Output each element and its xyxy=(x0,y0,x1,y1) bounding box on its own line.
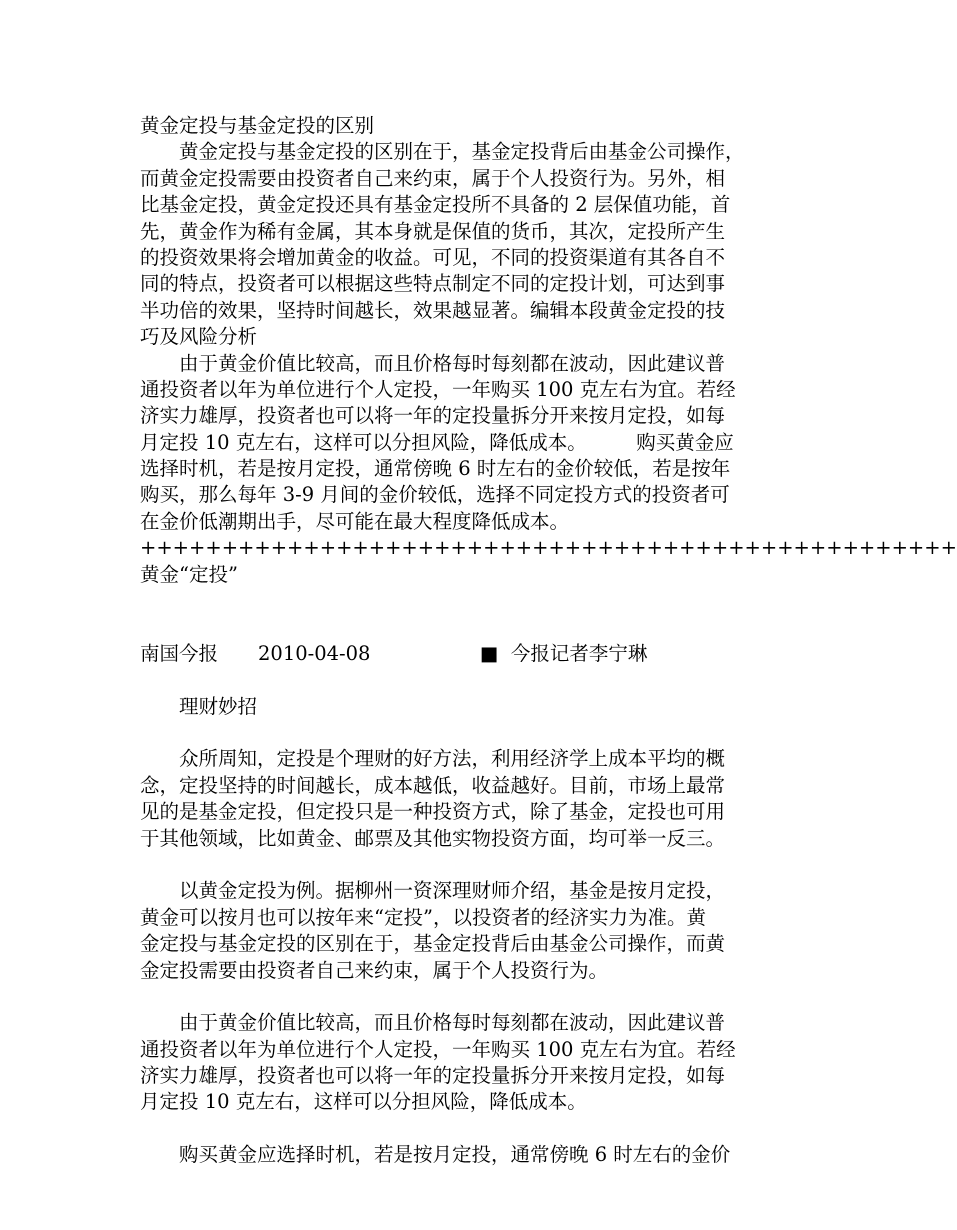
paragraph-line: 黄金定投与基金定投的区别在于，基金定投背后由基金公司操作， xyxy=(179,140,745,164)
paragraph-line: 在金价低潮期出手，尽可能在最大程度降低成本。 xyxy=(140,509,570,533)
paragraph-line: 同的特点，投资者可以根据这些特点制定不同的定投计划，可达到事 xyxy=(140,272,726,296)
reporter-name: ■ 今报记者李宁琳 xyxy=(480,641,648,665)
paragraph-line: 而黄金定投需要由投资者自己来约束，属于个人投资行为。另外，相 xyxy=(140,166,726,190)
paragraph-line: 黄金可以按月也可以按年来“定投”，以投资者的经济实力为准。黄 xyxy=(140,905,706,929)
blank-line xyxy=(140,852,805,878)
document-page xyxy=(140,113,957,1169)
subhead: 理财妙招 xyxy=(179,694,258,718)
byline xyxy=(140,641,805,667)
paragraph-line: 见的是基金定投，但定投只是一种投资方式，除了基金，定投也可用 xyxy=(140,800,726,824)
paragraph-line: 通投资者以年为单位进行个人定投，一年购买 100 克左右为宜。若经 xyxy=(140,377,736,401)
article-paragraph-1 xyxy=(140,746,805,852)
paragraph-line: 先，黄金作为稀有金属，其本身就是保值的货币，其次，定投所产生 xyxy=(140,219,726,243)
paragraph-line: 济实力雄厚，投资者也可以将一年的定投量拆分开来按月定投，如每 xyxy=(140,404,726,428)
paragraph-2 xyxy=(140,351,805,536)
blank-line xyxy=(140,614,805,640)
paragraph-line: 以黄金定投为例。据柳州一资深理财师介绍，基金是按月定投， xyxy=(179,879,726,903)
paragraph-line: 济实力雄厚，投资者也可以将一年的定投量拆分开来按月定投，如每 xyxy=(140,1064,726,1088)
paragraph-line: 购买，那么每年 3-9 月间的金价较低，选择不同定投方式的投资者可 xyxy=(140,483,730,507)
paragraph-line: 于其他领域，比如黄金、邮票及其他实物投资方面，均可举一反三。 xyxy=(140,826,726,850)
blank-line xyxy=(140,588,805,614)
blank-line xyxy=(140,984,805,1010)
section-title: 黄金定投与基金定投的区别 xyxy=(140,114,375,137)
paragraph-line: 由于黄金价值比较高，而且价格每时每刻都在波动，因此建议普 xyxy=(179,1011,726,1035)
paragraph-line: 通投资者以年为单位进行个人定投，一年购买 100 克左右为宜。若经 xyxy=(140,1037,736,1061)
paragraph-line: 比基金定投，黄金定投还具有基金定投所不具备的 2 层保值功能，首 xyxy=(140,193,731,217)
paragraph-line: 众所周知，定投是个理财的好方法，利用经济学上成本平均的概 xyxy=(179,747,726,771)
paragraph-line: 念，定投坚持的时间越长，成本越低，收益越好。目前，市场上最常 xyxy=(140,773,726,797)
publish-date: 2010-04-08 xyxy=(258,641,371,665)
paragraph-line: 巧及风险分析 xyxy=(140,325,258,349)
paragraph-line: 月定投 10 克左右，这样可以分担风险，降低成本。 购买黄金应 xyxy=(140,430,734,454)
blank-line xyxy=(140,720,805,746)
paragraph-line: 半功倍的效果，坚持时间越长，效果越显著。编辑本段黄金定投的技 xyxy=(140,298,726,322)
paragraph-line: 金定投与基金定投的区别在于，基金定投背后由基金公司操作，而黄 xyxy=(140,932,726,956)
paragraph-line: 购买黄金应选择时机，若是按月定投，通常傍晚 6 时左右的金价 xyxy=(179,1143,731,1167)
article-paragraph-4 xyxy=(140,1142,805,1168)
blank-line xyxy=(140,667,805,693)
article-paragraph-2 xyxy=(140,878,805,984)
source-name: 南国今报 xyxy=(140,641,219,665)
article-title: 黄金“定投” xyxy=(140,562,238,586)
paragraph-line: 由于黄金价值比较高，而且价格每时每刻都在波动，因此建议普 xyxy=(179,351,726,375)
blank-line xyxy=(140,1116,805,1142)
paragraph-line: 月定投 10 克左右，这样可以分担风险，降低成本。 xyxy=(140,1090,587,1114)
separator-line: ++++++++++++++++++++++++++++++++++++++++++++++++++ xyxy=(140,536,957,560)
paragraph-1 xyxy=(140,139,805,350)
paragraph-line: 金定投需要由投资者自己来约束，属于个人投资行为。 xyxy=(140,958,609,982)
article-paragraph-3 xyxy=(140,1010,805,1116)
paragraph-line: 的投资效果将会增加黄金的收益。可见，不同的投资渠道有其各自不 xyxy=(140,245,726,269)
paragraph-line: 选择时机，若是按月定投，通常傍晚 6 时左右的金价较低，若是按年 xyxy=(140,457,731,481)
